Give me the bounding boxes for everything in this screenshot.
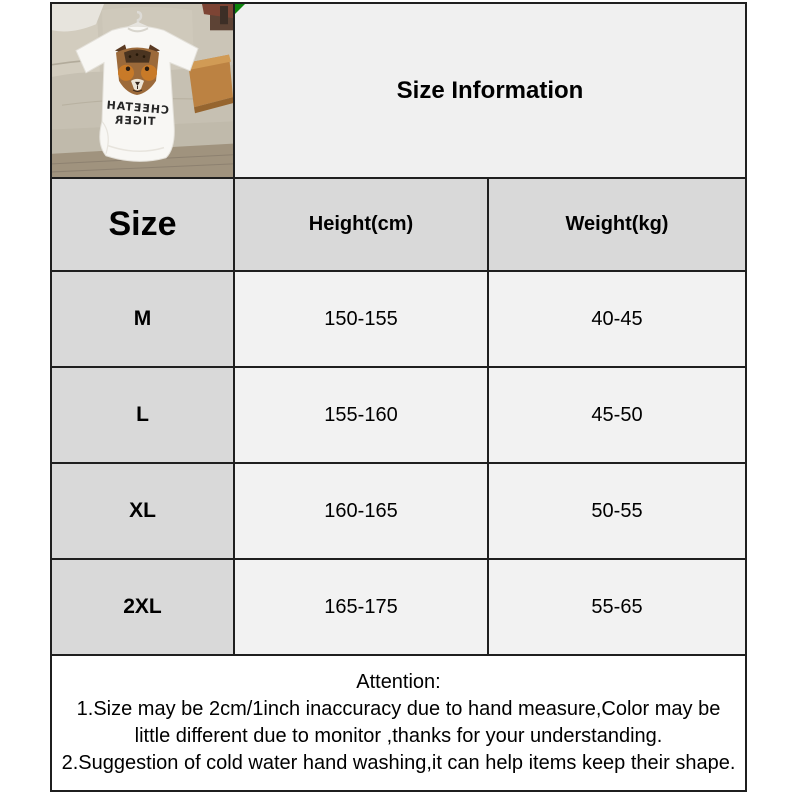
size-label: XL (51, 463, 234, 559)
product-photo (51, 3, 234, 178)
height-value: 155-160 (234, 367, 488, 463)
green-corner-marker-icon (235, 4, 245, 14)
height-value: 165-175 (234, 559, 488, 655)
svg-text:CHEETAH: CHEETAH (105, 98, 170, 118)
size-table (50, 2, 747, 792)
table-row-l (51, 367, 746, 463)
attention-item-2: 2.Suggestion of cold water hand washing,it can help items keep their shape. (61, 752, 736, 774)
attention-heading: Attention: (356, 671, 441, 693)
weight-value: 55-65 (488, 559, 746, 655)
table-row-2xl (51, 559, 746, 655)
attention-item-1: 1.Size may be 2cm/1inch inaccuracy due to hand measure,Color may be little different due to monitor ,thanks for your understanding. (76, 698, 721, 747)
table-header-row (51, 178, 746, 271)
product-photo-image (52, 4, 233, 177)
table-row-attention (51, 655, 746, 791)
attention-note (51, 655, 746, 791)
weight-value: 40-45 (488, 271, 746, 367)
table-row-m (51, 271, 746, 367)
height-value: 160-165 (234, 463, 488, 559)
column-header-size: Size (51, 178, 234, 271)
weight-value: 45-50 (488, 367, 746, 463)
table-row-title (51, 3, 746, 178)
page-title: Size Information (396, 76, 584, 104)
table-row-xl (51, 463, 746, 559)
column-header-weight: Weight(kg) (488, 178, 746, 271)
column-header-height: Height(cm) (234, 178, 488, 271)
size-label: L (51, 367, 234, 463)
size-chart-sheet (50, 2, 747, 792)
size-label: M (51, 271, 234, 367)
height-value: 150-155 (234, 271, 488, 367)
svg-text:TIGER: TIGER (113, 113, 156, 129)
size-information-title-cell (234, 3, 746, 178)
size-label: 2XL (51, 559, 234, 655)
weight-value: 50-55 (488, 463, 746, 559)
